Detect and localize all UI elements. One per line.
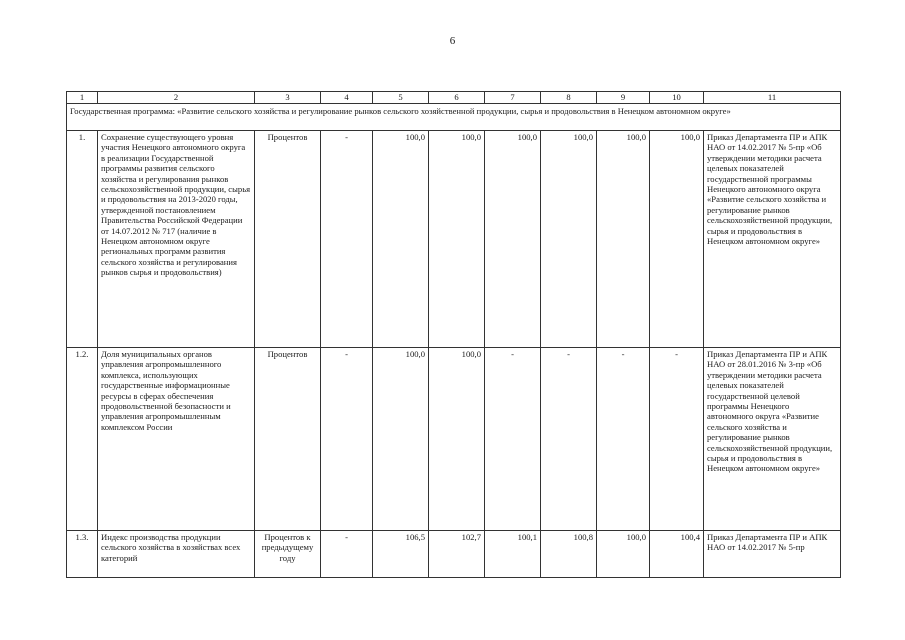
document-reference: Приказ Департамента ПР и АПК НАО от 14.02.2017 № 5-пр «Об утверждении методики расчета целевых показателей государственной программы Ненецкого автономного округа «Развитие сельского хозяйства и регулирование рынков сельскохозяйственной продукции, сырья и продовольствия в Ненецком автономном округе» xyxy=(704,131,841,348)
column-number: 6 xyxy=(429,92,485,104)
indicator-name: Доля муниципальных органов управления агропромышленного комплекса, использующих государственные информационные ресурсы в сферах обеспечения продовольственной безопасности и управления агропромышленным комплексом России xyxy=(98,348,255,531)
column-number: 5 xyxy=(373,92,429,104)
indicator-name: Сохранение существующего уровня участия Ненецкого автономного округа в реализации Государственной программы развития сельского хозяйства и регулирования рынков сельскохозяйственной продукции, сырья и продовольствия на 2013-2020 годы, утвержденной постановлением Правительства Российской Федерации от 14.07.2012 № 717 (наличие в Ненецком автономном округе региональных программ развития сельского хозяйства и регулирования рынков сырья и продовольствия) xyxy=(98,131,255,348)
table-row xyxy=(67,348,841,531)
value-cell: 100,0 xyxy=(597,131,650,348)
value-cell: - xyxy=(321,131,373,348)
value-cell: 100,8 xyxy=(541,531,597,578)
column-number: 11 xyxy=(704,92,841,104)
value-cell: 100,0 xyxy=(373,131,429,348)
indicators-table xyxy=(66,91,841,578)
value-cell: 100,4 xyxy=(650,531,704,578)
value-cell: 100,1 xyxy=(485,531,541,578)
table-row xyxy=(67,131,841,348)
value-cell: 100,0 xyxy=(597,531,650,578)
column-number: 2 xyxy=(98,92,255,104)
document-reference: Приказ Департамента ПР и АПК НАО от 28.01.2016 № 3-пр «Об утверждении методики расчета целевых показателей государственной целевой программы Ненецкого автономного округа «Развитие сельского хозяйства и регулирование рынков сельскохозяйственной продукции, сырья и продовольствия в Ненецком автономном округе» xyxy=(704,348,841,531)
value-cell: - xyxy=(321,348,373,531)
program-title-row xyxy=(67,104,841,131)
value-cell: 100,0 xyxy=(650,131,704,348)
value-cell: - xyxy=(485,348,541,531)
column-number: 3 xyxy=(255,92,321,104)
column-number: 8 xyxy=(541,92,597,104)
document-reference: Приказ Департамента ПР и АПК НАО от 14.02.2017 № 5-пр xyxy=(704,531,841,578)
value-cell: 100,0 xyxy=(429,131,485,348)
value-cell: - xyxy=(597,348,650,531)
column-number: 9 xyxy=(597,92,650,104)
indicator-name: Индекс производства продукции сельского хозяйства в хозяйствах всех категорий xyxy=(98,531,255,578)
value-cell: 106,5 xyxy=(373,531,429,578)
row-number: 1.3. xyxy=(67,531,98,578)
unit-cell: Процентов к предыдущему году xyxy=(255,531,321,578)
unit-cell: Процентов xyxy=(255,348,321,531)
value-cell: - xyxy=(541,348,597,531)
row-number: 1. xyxy=(67,131,98,348)
column-number: 7 xyxy=(485,92,541,104)
value-cell: 100,0 xyxy=(485,131,541,348)
column-number-row xyxy=(67,92,841,104)
unit-cell: Процентов xyxy=(255,131,321,348)
value-cell: - xyxy=(321,531,373,578)
column-number: 4 xyxy=(321,92,373,104)
value-cell: - xyxy=(650,348,704,531)
value-cell: 100,0 xyxy=(541,131,597,348)
table-row xyxy=(67,531,841,578)
value-cell: 100,0 xyxy=(373,348,429,531)
row-number: 1.2. xyxy=(67,348,98,531)
column-number: 10 xyxy=(650,92,704,104)
column-number: 1 xyxy=(67,92,98,104)
page-number: 6 xyxy=(449,35,456,47)
value-cell: 100,0 xyxy=(429,348,485,531)
value-cell: 102,7 xyxy=(429,531,485,578)
program-title: Государственная программа: «Развитие сельского хозяйства и регулирование рынков сельского хозяйственной продукции, сырья и продовольствия в Ненецком автономном округе» xyxy=(67,104,841,131)
